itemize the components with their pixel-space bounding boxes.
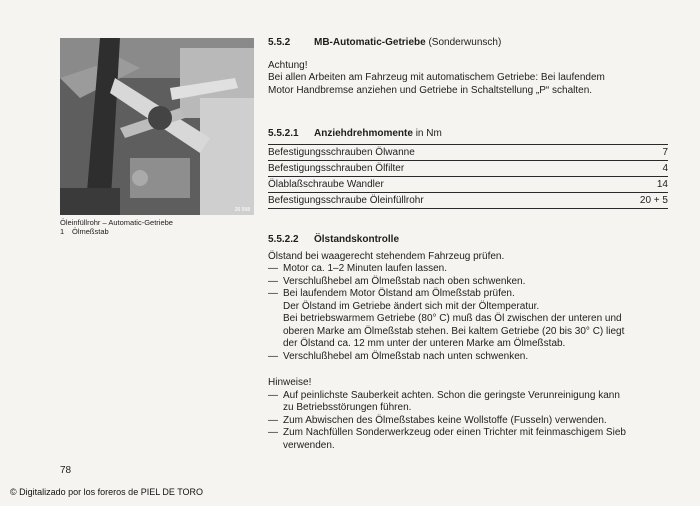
table-row bbox=[268, 161, 668, 177]
caption-item-number: 1 bbox=[60, 227, 65, 236]
list-item: — Auf peinlichste Sauberkeit achten. Schon die geringste Verunreinigung kann bbox=[268, 389, 620, 401]
list-item-continuation: oberen Marke am Ölmeßstab stehen. Bei kaltem Getriebe (20 bis 30° C) liegt bbox=[283, 325, 625, 337]
photo-caption bbox=[60, 218, 260, 236]
section-number: 5.5.2 bbox=[268, 37, 291, 48]
section-oelstandskontrolle bbox=[268, 234, 668, 363]
section-title: Anziehdrehmomente bbox=[314, 128, 413, 139]
section-heading bbox=[268, 37, 668, 50]
table-row bbox=[268, 144, 668, 161]
engine-photo bbox=[60, 38, 254, 215]
section-title-suffix: in Nm bbox=[415, 128, 442, 139]
table-cell-value: 14 bbox=[656, 178, 668, 190]
engine-photo-illustration bbox=[60, 38, 254, 215]
list-item: — Verschlußhebel am Ölmeßstab nach oben schwenken. bbox=[268, 275, 526, 287]
list-item: — Zum Abwischen des Ölmeßstabes keine Wollstoffe (Fusseln) verwenden. bbox=[268, 414, 607, 426]
list-item: — Verschlußhebel am Ölmeßstab nach unten schwenken. bbox=[268, 350, 529, 362]
table-cell-value: 7 bbox=[662, 146, 668, 158]
table-row bbox=[268, 193, 668, 209]
table-cell-label: Ölablaßschraube Wandler bbox=[268, 178, 384, 190]
attention-label: Achtung! bbox=[268, 59, 308, 71]
caption-item-text: Ölmeßstab bbox=[72, 227, 109, 236]
table-cell-value: 20 + 5 bbox=[639, 194, 668, 206]
table-cell-label: Befestigungsschrauben Ölwanne bbox=[268, 146, 415, 158]
table-row bbox=[268, 177, 668, 193]
page-number: 78 bbox=[60, 465, 72, 476]
photo-code: 26 008 bbox=[234, 207, 250, 213]
torque-table bbox=[268, 144, 668, 209]
list-item-continuation: verwenden. bbox=[283, 439, 335, 451]
table-cell-label: Befestigungsschraube Öleinfüllrohr bbox=[268, 194, 424, 206]
section-anziehdrehmomente bbox=[268, 128, 668, 209]
section-number: 5.5.2.2 bbox=[268, 234, 299, 245]
section-title: MB-Automatic-Getriebe bbox=[314, 37, 426, 48]
caption-title: Öleinfüllrohr – Automatic-Getriebe bbox=[60, 218, 173, 227]
attention-text-line: Motor Handbremse anziehen und Getriebe in Schaltstellung „P“ schalten. bbox=[268, 84, 593, 96]
attention-text-line: Bei allen Arbeiten am Fahrzeug mit automatischem Getriebe: Bei laufendem bbox=[268, 72, 605, 83]
section-heading bbox=[268, 234, 668, 247]
section-hinweise bbox=[268, 377, 668, 452]
table-cell-label: Befestigungsschrauben Ölfilter bbox=[268, 162, 405, 174]
notes-title: Hinweise! bbox=[268, 377, 312, 388]
list-item-continuation: der Ölstand ca. 12 mm unter der unteren Marke am Ölmeßstab. bbox=[283, 338, 566, 349]
list-item: — Zum Nachfüllen Sonderwerkzeug oder einen Trichter mit feinmaschigem Sieb bbox=[268, 427, 626, 438]
caption-item bbox=[60, 227, 260, 236]
list-item: — Motor ca. 1–2 Minuten laufen lassen. bbox=[268, 263, 447, 274]
section-number: 5.5.2.1 bbox=[268, 128, 299, 139]
list-item-continuation: Der Ölstand im Getriebe ändert sich mit der Öltemperatur. bbox=[283, 300, 540, 312]
list-item: — Bei laufendem Motor Ölstand am Ölmeßstab prüfen. bbox=[268, 288, 515, 299]
copyright-footer: © Digitalizado por los foreros de PIEL DE TORO bbox=[10, 487, 204, 497]
list-item-continuation: Bei betriebswarmem Getriebe (80° C) muß das Öl zwischen der unteren und bbox=[283, 313, 622, 324]
intro-text: Ölstand bei waagerecht stehendem Fahrzeug prüfen. bbox=[268, 250, 505, 262]
list-item-continuation: zu Betriebsstörungen führen. bbox=[283, 402, 412, 413]
table-cell-value: 4 bbox=[662, 162, 668, 174]
section-automatic-getriebe bbox=[268, 37, 668, 97]
section-title: Ölstandskontrolle bbox=[314, 234, 400, 245]
section-title-suffix: (Sonderwunsch) bbox=[428, 37, 502, 48]
section-heading bbox=[268, 128, 668, 141]
